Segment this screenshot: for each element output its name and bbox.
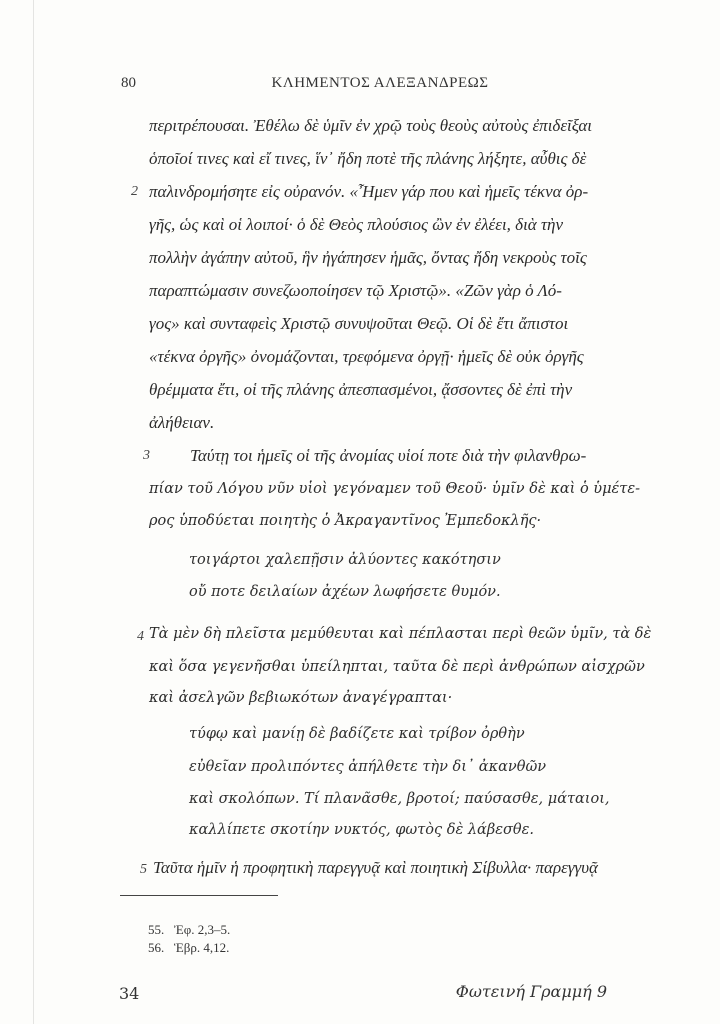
running-title: ΚΛΗΜΕΝΤΟΣ ΑΛΕΞΑΝΔΡΕΩΣ — [271, 75, 489, 91]
text-line: γῆς, ὡς καὶ οἱ λοιποί· ὁ δὲ Θεὸς πλούσιος ὢν ἐν ἐλέει, διὰ τὴν — [149, 215, 564, 234]
footnote-text: Ἐφ. 2,3–5. — [174, 922, 231, 937]
text-line: Τὰ μὲν δὴ πλεῖστα μεμύθευται καὶ πέπλασται περὶ θεῶν ὑμῖν, τὰ δὲ — [149, 626, 652, 642]
margin-number: 2 — [131, 184, 138, 199]
text-line: παλινδρομήσητε εἰς οὐρανόν. «Ἦμεν γάρ που καὶ ἡμεῖς τέκνα ὀρ- — [149, 182, 589, 201]
footer-publisher: Φωτεινή Γραμμή 9 — [455, 982, 607, 1001]
text-line: περιτρέπουσαι. Ἐθέλω δὲ ὑμῖν ἐν χρῷ τοὺς θεοὺς αὐτοὺς ἐπιδεῖξαι — [149, 116, 592, 135]
text-line: θρέμματα ἔτι, οἱ τῆς πλάνης ἀπεσπασμένοι, ᾄσσοντες δὲ ἐπὶ τὴν — [149, 380, 573, 399]
text-line: γος» καὶ συνταφεὶς Χριστῷ συνυψοῦται Θεῷ. Οἱ δὲ ἔτι ἄπιστοι — [149, 314, 569, 333]
text-line: ἀλήθειαν. — [149, 413, 215, 432]
footnote-number: 55. — [148, 922, 165, 937]
verse-line: οὔ ποτε δειλαίων ἀχέων λωφήσετε θυμόν. — [189, 584, 501, 600]
text-line: Ταῦτα ἡμῖν ἡ προφητικὴ παρεγγυᾷ καὶ ποιητικὴ Σίβυλλα· παρεγγυᾷ — [153, 858, 598, 877]
footer-page-number: 34 — [119, 984, 140, 1003]
text-line: ρος ὑποδύεται ποιητὴς ὁ Ἀκραγαντῖνος Ἐμπεδοκλῆς· — [149, 513, 542, 529]
verse-line: καὶ σκολόπων. Τί πλανᾶσθε, βροτοί; παύσασθε, μάταιοι, — [189, 791, 610, 807]
text-line: καὶ ἀσελγῶν βεβιωκότων ἀναγέγραπται· — [149, 690, 453, 706]
scan-edge-line — [33, 0, 34, 1024]
footnote — [148, 922, 230, 938]
text-line: Ταύτῃ τοι ἡμεῖς οἱ τῆς ἀνομίας υἱοί ποτε διὰ τὴν φιλανθρω- — [190, 446, 587, 465]
footnote-number: 56. — [148, 940, 165, 955]
margin-number: 4 — [137, 629, 144, 644]
footnote — [148, 940, 229, 956]
header-page-number: 80 — [121, 75, 136, 91]
footnote-text: Ἑβρ. 4,12. — [174, 940, 230, 955]
verse-line: καλλίπετε σκοτίην νυκτός, φωτὸς δὲ λάβεσθε. — [189, 822, 535, 838]
text-line: καὶ ὅσα γεγενῆσθαι ὑπείληπται, ταῦτα δὲ περὶ ἀνθρώπων αἰσχρῶν — [149, 659, 645, 675]
text-line: πολλὴν ἀγάπην αὐτοῦ, ἣν ἠγάπησεν ἡμᾶς, ὄντας ἤδη νεκροὺς τοῖς — [149, 248, 587, 267]
text-line: «τέκνα ὀργῆς» ὀνομάζονται, τρεφόμενα ὀργῇ· ἡμεῖς δὲ οὐκ ὀργῆς — [149, 347, 584, 366]
footnote-rule — [120, 895, 278, 896]
verse-line: τύφῳ καὶ μανίῃ δὲ βαδίζετε καὶ τρίβον ὀρθὴν — [189, 726, 525, 742]
text-line: πίαν τοῦ Λόγου νῦν υἱοὶ γεγόναμεν τοῦ Θεοῦ· ὑμῖν δὲ καὶ ὁ ὑμέτε- — [149, 481, 641, 497]
verse-line: εὐθεῖαν προλιπόντες ἀπήλθετε τὴν δι᾿ ἀκανθῶν — [189, 759, 547, 775]
verse-line: τοιγάρτοι χαλεπῇσιν ἀλύοντες κακότησιν — [189, 552, 501, 568]
margin-number: 5 — [140, 862, 147, 877]
margin-number: 3 — [143, 448, 150, 463]
text-line: ὁποῖοί τινες καὶ εἴ τινες, ἵν᾿ ἤδη ποτὲ τῆς πλάνης λήξητε, αὖθις δὲ — [149, 149, 587, 168]
text-line: παραπτώμασιν συνεζωοποίησεν τῷ Χριστῷ». «Ζῶν γὰρ ὁ Λό- — [149, 281, 562, 300]
